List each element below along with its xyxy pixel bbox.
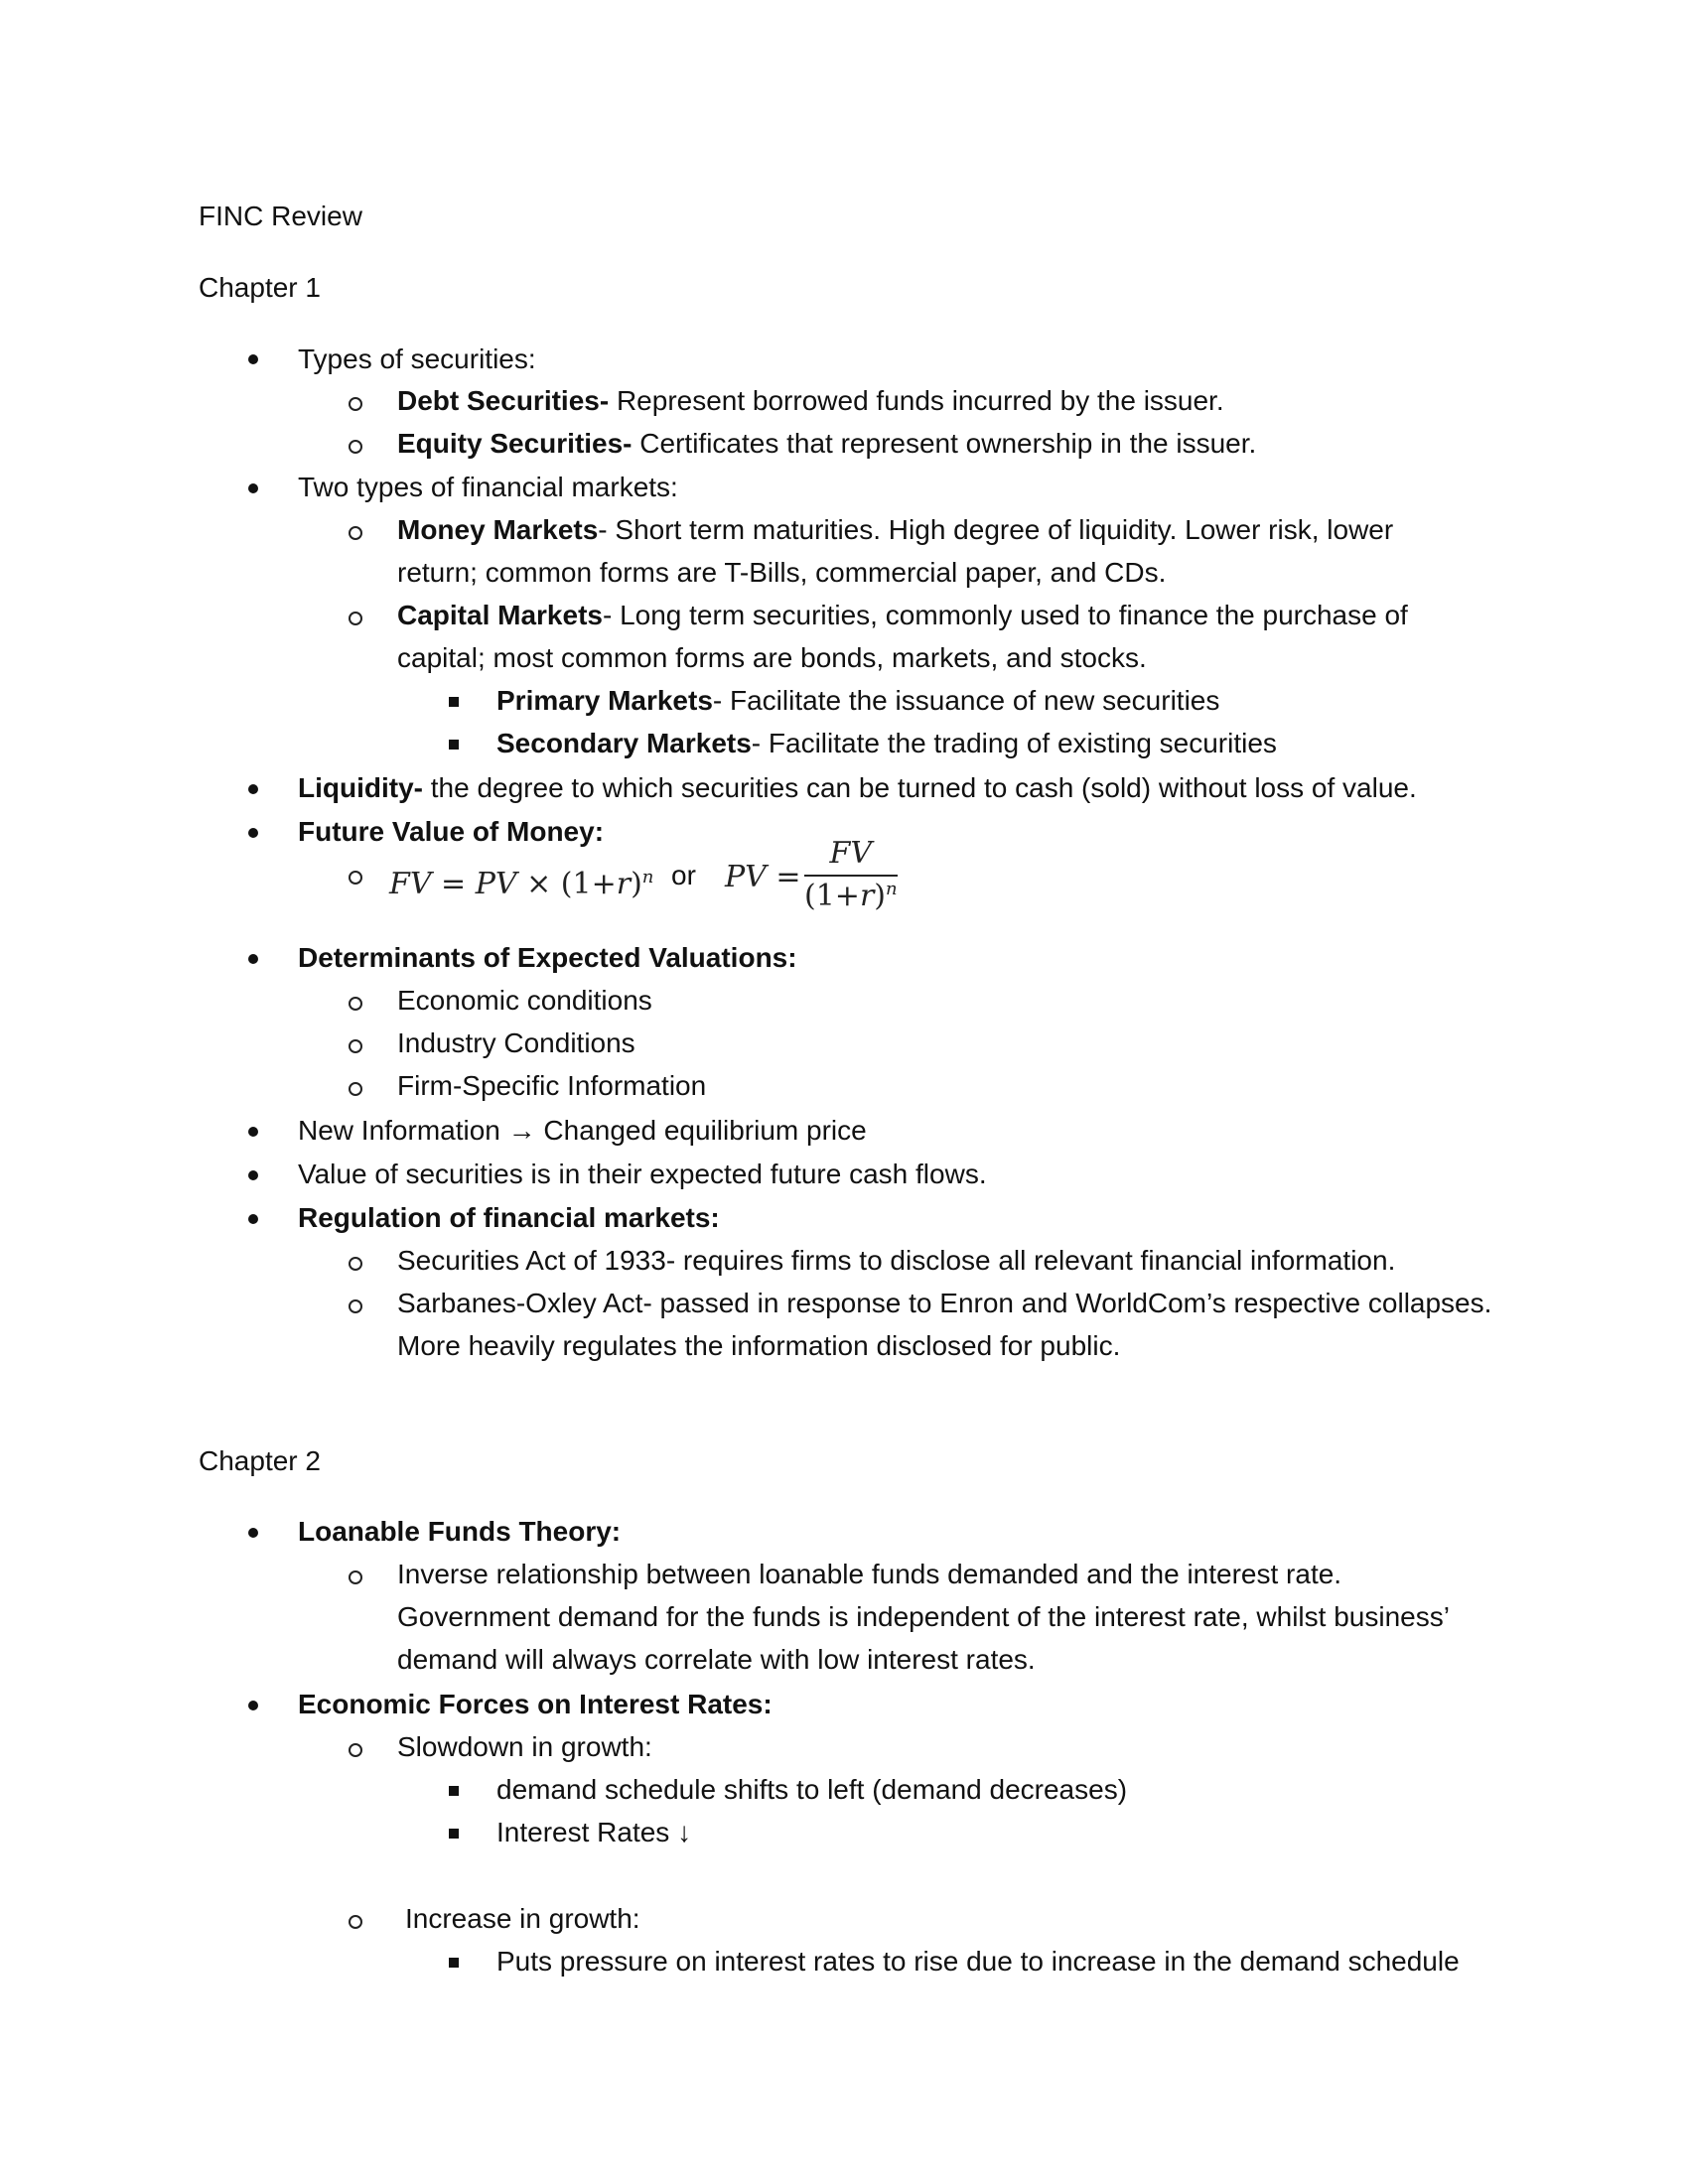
bullet-circle <box>349 997 362 1011</box>
demand-shift-left: demand schedule shifts to left (demand decreases) <box>496 1774 1128 1805</box>
bullet-circle <box>349 871 362 885</box>
bullet-circle <box>349 1743 362 1757</box>
value-securities-item: Value of securities is in their expected future cash flows. <box>298 1159 987 1189</box>
increase-in-growth: Increase in growth: <box>405 1903 640 1934</box>
two-types-markets: Two types of financial markets: <box>298 472 678 502</box>
pressure-interest-rates: Puts pressure on interest rates to rise due to increase in the demand schedule <box>496 1946 1460 1977</box>
bullet-square <box>449 1958 459 1968</box>
capital-markets-def-1: - Long term securities, commonly used to finance the purchase of <box>602 600 1408 630</box>
primary-markets-term: Primary Markets <box>496 685 713 716</box>
regulation-heading-text: Regulation of financial markets: <box>298 1202 720 1233</box>
loanable-funds-line-2: Government demand for the funds is independent of the interest rate, whilst business’ <box>397 1601 1450 1632</box>
fv-formula: FV = PV × $(1+r)^n$ <box>389 867 654 901</box>
sarbanes-oxley-line-1: Sarbanes-Oxley Act- passed in response to Enron and WorldCom’s respective collapses. <box>397 1288 1492 1318</box>
bullet-dot <box>248 828 258 838</box>
money-markets-item <box>397 512 1393 548</box>
liquidity-item <box>298 770 1417 806</box>
bullet-circle <box>349 526 362 540</box>
bullet-square <box>449 697 459 707</box>
liquidity-term: Liquidity- <box>298 772 423 803</box>
secondary-markets-item <box>496 726 1277 761</box>
primary-markets-item <box>496 683 1219 719</box>
bullet-dot <box>248 1170 258 1180</box>
secondary-markets-term: Secondary Markets <box>496 728 752 758</box>
pv-formula-fraction <box>804 836 898 913</box>
economic-forces-heading <box>298 1687 773 1722</box>
bullet-circle <box>349 1257 362 1271</box>
determinant-economic: Economic conditions <box>397 985 652 1016</box>
future-value-heading-text: Future Value of Money: <box>298 816 605 847</box>
securities-act-item: Securities Act of 1933- requires firms to disclose all relevant financial information. <box>397 1245 1396 1276</box>
bullet-circle <box>349 1915 362 1929</box>
debt-definition: Represent borrowed funds incurred by the issuer. <box>609 385 1224 416</box>
bullet-square <box>449 1786 459 1796</box>
types-of-securities: Types of securities: <box>298 343 536 374</box>
equity-definition: Certificates that represent ownership in the issuer. <box>632 428 1257 459</box>
determinants-heading-text: Determinants of Expected Valuations: <box>298 942 797 973</box>
debt-securities-item <box>397 383 1224 419</box>
bullet-dot <box>248 1127 258 1137</box>
bullet-square <box>449 740 459 750</box>
sarbanes-oxley-line-2: More heavily regulates the information disclosed for public. <box>397 1330 1121 1361</box>
capital-markets-def-2: capital; most common forms are bonds, markets, and stocks. <box>397 642 1147 673</box>
money-markets-def-2: return; common forms are T-Bills, commercial paper, and CDs. <box>397 557 1167 588</box>
primary-markets-def: - Facilitate the issuance of new securities <box>712 685 1220 716</box>
bullet-circle <box>349 612 362 625</box>
bullet-circle <box>349 440 362 454</box>
chapter-1-heading: Chapter 1 <box>199 272 321 303</box>
bullet-circle <box>349 1082 362 1096</box>
pv-numerator: FV <box>804 836 898 877</box>
formula-or: or <box>671 860 696 890</box>
future-value-heading <box>298 814 604 850</box>
pv-denominator: $(1+r)^n$ <box>804 879 898 913</box>
equity-securities-item <box>397 426 1256 462</box>
bullet-dot <box>248 1214 258 1224</box>
document-title: FINC Review <box>199 201 362 231</box>
new-information-item: New Information → Changed equilibrium price <box>298 1115 867 1146</box>
economic-forces-heading-text: Economic Forces on Interest Rates: <box>298 1689 773 1719</box>
money-markets-def-1: - Short term maturities. High degree of liquidity. Lower risk, lower <box>598 514 1394 545</box>
chapter-2-heading: Chapter 2 <box>199 1445 321 1476</box>
debt-term: Debt Securities- <box>397 385 610 416</box>
bullet-dot <box>248 483 258 493</box>
interest-rates-down: Interest Rates ↓ <box>496 1817 692 1847</box>
bullet-square <box>449 1829 459 1839</box>
capital-markets-item <box>397 598 1408 633</box>
bullet-dot <box>248 784 258 794</box>
pv-formula-lhs: PV = <box>725 860 801 894</box>
liquidity-definition: the degree to which securities can be turned to cash (sold) without loss of value. <box>422 772 1417 803</box>
loanable-funds-heading <box>298 1514 621 1550</box>
money-markets-term: Money Markets <box>397 514 599 545</box>
regulation-heading <box>298 1200 720 1236</box>
bullet-dot <box>248 954 258 964</box>
equity-term: Equity Securities- <box>397 428 633 459</box>
bullet-dot <box>248 1528 258 1538</box>
bullet-dot <box>248 354 258 364</box>
capital-markets-term: Capital Markets <box>397 600 603 630</box>
loanable-funds-line-1: Inverse relationship between loanable funds demanded and the interest rate. <box>397 1559 1342 1589</box>
secondary-markets-def: - Facilitate the trading of existing securities <box>751 728 1277 758</box>
bullet-circle <box>349 397 362 411</box>
slowdown-in-growth: Slowdown in growth: <box>397 1731 652 1762</box>
determinants-heading <box>298 940 797 976</box>
bullet-dot <box>248 1701 258 1710</box>
bullet-circle <box>349 1299 362 1313</box>
determinant-industry: Industry Conditions <box>397 1027 635 1058</box>
loanable-funds-line-3: demand will always correlate with low interest rates. <box>397 1644 1036 1675</box>
bullet-circle <box>349 1570 362 1584</box>
loanable-funds-heading-text: Loanable Funds Theory: <box>298 1516 622 1547</box>
bullet-circle <box>349 1039 362 1053</box>
determinant-firm: Firm-Specific Information <box>397 1070 707 1101</box>
